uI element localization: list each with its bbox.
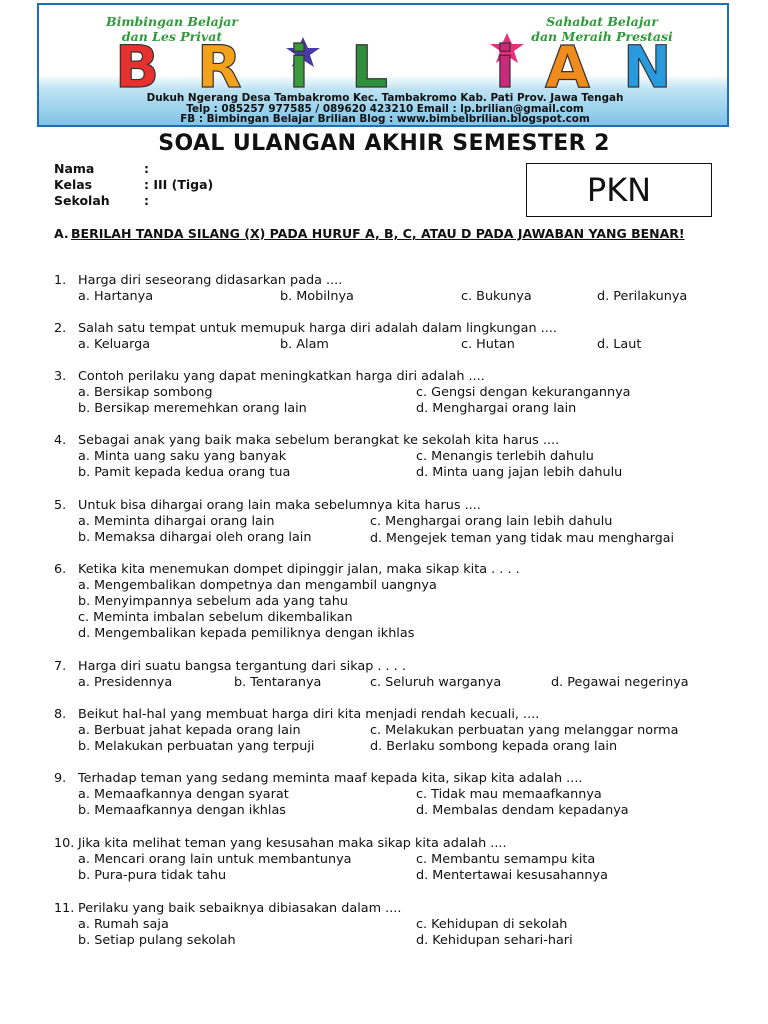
- option-c: c. Menghargai orang lain lebih dahulu: [370, 514, 613, 529]
- instruction-text: BERILAH TANDA SILANG (X) PADA HURUF A, B, C, ATAU D PADA JAWABAN YANG BENAR!: [71, 226, 685, 241]
- question-number: 9.: [54, 771, 67, 786]
- identity-value: :: [144, 161, 149, 176]
- option-a: a. Keluarga: [78, 337, 151, 352]
- option-d: d. Minta uang jajan lebih dahulu: [416, 465, 623, 480]
- banner-address: [39, 93, 729, 125]
- option-c: c. Meminta imbalan sebelum dikembalikan: [78, 610, 353, 625]
- tagline-right-line-1: Sahabat Belajar: [546, 14, 658, 29]
- logo-letter-b: B: [115, 33, 160, 91]
- option-c: c. Membantu semampu kita: [416, 852, 596, 867]
- option-c: c. Seluruh warganya: [370, 675, 502, 690]
- brilian-logo: [75, 31, 695, 91]
- option-b: b. Tentaranya: [234, 675, 322, 690]
- option-d: d. Membalas dendam kepadanya: [416, 803, 629, 818]
- question-text: Harga diri seseorang didasarkan pada ....: [78, 273, 343, 288]
- address-line: Dukuh Ngerang Desa Tambakromo Kec. Tambakromo Kab. Pati Prov. Jawa Tengah: [146, 92, 624, 104]
- option-a: a. Rumah saja: [78, 917, 169, 932]
- option-a: a. Memaafkannya dengan syarat: [78, 787, 289, 802]
- question-11: [54, 901, 734, 951]
- option-a: a. Berbuat jahat kepada orang lain: [78, 723, 301, 738]
- option-a: a. Meminta dihargai orang lain: [78, 514, 275, 529]
- question-number: 7.: [54, 659, 67, 674]
- question-text: Harga diri suatu bangsa tergantung dari sikap . . . .: [78, 659, 406, 674]
- identity-value: :: [144, 193, 149, 208]
- option-d: d. Mengembalikan kepada pemiliknya dengan ikhlas: [78, 626, 415, 641]
- option-d: d. Mengejek teman yang tidak mau menghargai: [370, 530, 674, 545]
- tagline-left-line-1: Bimbingan Belajar: [106, 14, 238, 29]
- logo-letter-n: N: [623, 33, 672, 91]
- question-number: 2.: [54, 321, 67, 336]
- identity-label: Sekolah: [54, 193, 110, 208]
- option-d: d. Laut: [597, 337, 642, 352]
- question-2: [54, 321, 734, 355]
- logo-letter-i1: i: [289, 33, 309, 91]
- option-b: b. Pamit kepada kedua orang tua: [78, 465, 291, 480]
- option-d: d. Berlaku sombong kepada orang lain: [370, 739, 618, 754]
- exam-title: SOAL ULANGAN AKHIR SEMESTER 2: [158, 131, 610, 156]
- logo-letter-l: L: [351, 33, 388, 91]
- contact-line: Telp : 085257 977585 / 089620 423210 Email : lp.brilian@gmail.com: [186, 102, 584, 115]
- subject-box: PKN: [526, 163, 712, 217]
- option-a: a. Mencari orang lain untuk membantunya: [78, 852, 352, 867]
- identity-school-row: [54, 193, 213, 209]
- question-6: [54, 562, 734, 644]
- option-b: b. Memaksa dihargai oleh orang lain: [78, 530, 312, 545]
- identity-name-row: [54, 161, 213, 177]
- question-10: [54, 836, 734, 886]
- section-instruction: [54, 226, 714, 241]
- question-text: Salah satu tempat untuk memupuk harga diri adalah dalam lingkungan ....: [78, 321, 557, 336]
- option-b: b. Mobilnya: [280, 289, 354, 304]
- question-4: [54, 433, 734, 483]
- identity-value: : III (Tiga): [144, 177, 214, 192]
- question-9: [54, 771, 734, 821]
- question-number: 4.: [54, 433, 67, 448]
- option-c: c. Tidak mau memaafkannya: [416, 787, 602, 802]
- option-b: b. Alam: [280, 337, 329, 352]
- question-number: 11.: [54, 901, 75, 916]
- student-identity: [54, 161, 213, 209]
- option-c: c. Melakukan perbuatan yang melanggar norma: [370, 723, 679, 738]
- option-b: b. Bersikap meremehkan orang lain: [78, 401, 307, 416]
- identity-label: Kelas: [54, 177, 93, 192]
- question-text: Untuk bisa dihargai orang lain maka sebelumnya kita harus ....: [78, 498, 481, 513]
- question-number: 3.: [54, 369, 67, 384]
- option-c: c. Menangis terlebih dahulu: [416, 449, 594, 464]
- option-a: a. Presidennya: [78, 675, 173, 690]
- question-7: [54, 659, 734, 693]
- logo-letter-a: A: [545, 33, 590, 91]
- question-3: [54, 369, 734, 419]
- option-d: d. Kehidupan sehari-hari: [416, 933, 573, 948]
- question-5: [54, 498, 734, 548]
- option-c: c. Kehidupan di sekolah: [416, 917, 568, 932]
- identity-class-row: [54, 177, 213, 193]
- option-d: d. Mentertawai kesusahannya: [416, 868, 608, 883]
- option-d: d. Perilakunya: [597, 289, 688, 304]
- tagline-left-line-2: dan Les Privat: [121, 29, 223, 44]
- question-number: 8.: [54, 707, 67, 722]
- option-c: c. Hutan: [461, 337, 515, 352]
- social-line: FB : Bimbingan Belajar Brilian Blog : www.bimbelbrilian.blogspot.com: [180, 113, 590, 125]
- option-b: b. Menyimpannya sebelum ada yang tahu: [78, 594, 348, 609]
- logo-letter-i2: i: [495, 33, 515, 91]
- question-number: 6.: [54, 562, 67, 577]
- option-b: b. Memaafkannya dengan ikhlas: [78, 803, 286, 818]
- option-d: d. Pegawai negerinya: [551, 675, 689, 690]
- question-text: Jika kita melihat teman yang kesusahan maka sikap kita adalah ....: [78, 836, 507, 851]
- option-a: a. Mengembalikan dompetnya dan mengambil uangnya: [78, 578, 437, 593]
- tagline-right-line-2: dan Meraih Prestasi: [531, 29, 673, 44]
- option-a: a. Minta uang saku yang banyak: [78, 449, 287, 464]
- option-c: c. Bukunya: [461, 289, 532, 304]
- option-a: a. Hartanya: [78, 289, 154, 304]
- question-text: Contoh perilaku yang dapat meningkatkan harga diri adalah ....: [78, 369, 485, 384]
- question-1: [54, 273, 734, 307]
- option-b: b. Pura-pura tidak tahu: [78, 868, 227, 883]
- option-d: d. Menghargai orang lain: [416, 401, 577, 416]
- option-c: c. Gengsi dengan kekurangannya: [416, 385, 631, 400]
- option-a: a. Bersikap sombong: [78, 385, 213, 400]
- question-text: Perilaku yang baik sebaiknya dibiasakan dalam ....: [78, 901, 402, 916]
- section-letter: A.: [54, 226, 69, 241]
- question-number: 10.: [54, 836, 75, 851]
- option-b: b. Setiap pulang sekolah: [78, 933, 236, 948]
- header-banner: [37, 3, 729, 127]
- question-8: [54, 707, 734, 757]
- logo-letter-r: R: [197, 33, 242, 91]
- question-text: Terhadap teman yang sedang meminta maaf kepada kita, sikap kita adalah ....: [78, 771, 583, 786]
- question-number: 5.: [54, 498, 67, 513]
- identity-label: Nama: [54, 161, 95, 176]
- option-b: b. Melakukan perbuatan yang terpuji: [78, 739, 315, 754]
- question-text: Ketika kita menemukan dompet dipinggir jalan, maka sikap kita . . . .: [78, 562, 520, 577]
- question-text: Sebagai anak yang baik maka sebelum berangkat ke sekolah kita harus ....: [78, 433, 560, 448]
- question-number: 1.: [54, 273, 67, 288]
- question-text: Beikut hal-hal yang membuat harga diri kita menjadi rendah kecuali, ....: [78, 707, 540, 722]
